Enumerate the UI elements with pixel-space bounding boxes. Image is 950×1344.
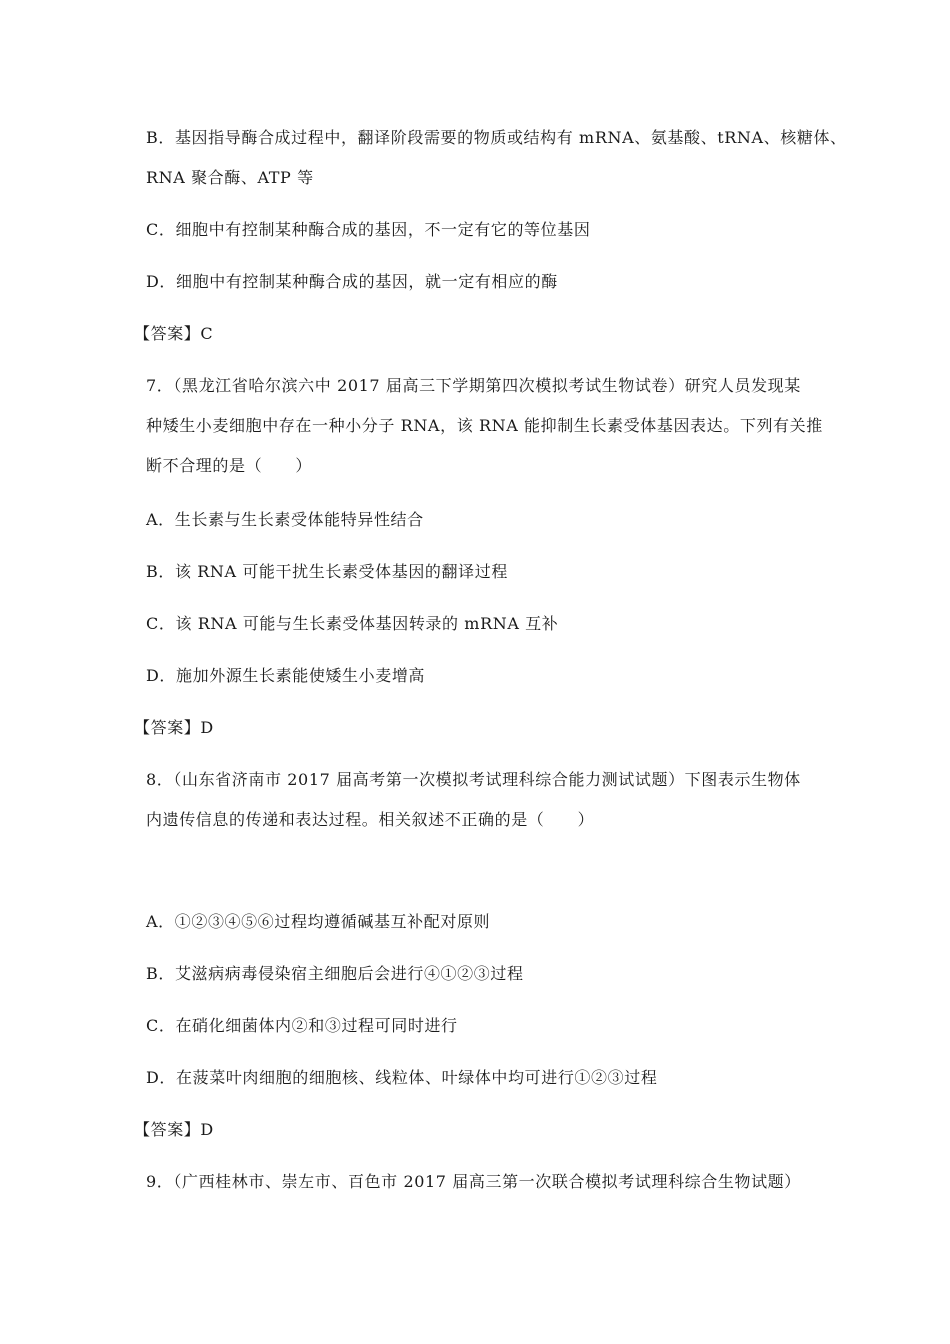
q7-answer: 【答案】D bbox=[134, 718, 214, 737]
q6-answer: 【答案】C bbox=[134, 324, 214, 343]
q8-option-d: D．在菠菜叶肉细胞的细胞核、线粒体、叶绿体中均可进行①②③过程 bbox=[146, 1068, 658, 1087]
q6-option-b-line1: B．基因指导酶合成过程中，翻译阶段需要的物质或结构有 mRNA、氨基酸、tRNA、核糖体、 bbox=[146, 128, 847, 147]
q6-option-c: C．细胞中有控制某种酶合成的基因，不一定有它的等位基因 bbox=[146, 220, 591, 239]
q8-option-b: B．艾滋病病毒侵染宿主细胞后会进行④①②③过程 bbox=[146, 964, 524, 983]
q7-option-c: C．该 RNA 可能与生长素受体基因转录的 mRNA 互补 bbox=[146, 614, 559, 633]
q7-stem-line1: 7．（黑龙江省哈尔滨六中 2017 届高三下学期第四次模拟考试生物试卷）研究人员发现某 bbox=[146, 376, 801, 395]
q7-stem-line3: 断不合理的是（ ） bbox=[146, 456, 313, 475]
q6-option-b-line2: RNA 聚合酶、ATP 等 bbox=[146, 168, 314, 187]
q6-option-d: D．细胞中有控制某种酶合成的基因，就一定有相应的酶 bbox=[146, 272, 558, 291]
q7-option-a: A．生长素与生长素受体能特异性结合 bbox=[146, 510, 424, 529]
q8-answer: 【答案】D bbox=[134, 1120, 214, 1139]
q7-stem-line2: 种矮生小麦细胞中存在一种小分子 RNA，该 RNA 能抑制生长素受体基因表达。下列有关推 bbox=[146, 416, 823, 435]
q8-stem-line1: 8．（山东省济南市 2017 届高考第一次模拟考试理科综合能力测试试题）下图表示生物体 bbox=[146, 770, 801, 789]
q8-option-c: C．在硝化细菌体内②和③过程可同时进行 bbox=[146, 1016, 458, 1035]
q9-stem-line1: 9．（广西桂林市、崇左市、百色市 2017 届高三第一次联合模拟考试理科综合生物试题） bbox=[146, 1172, 801, 1191]
q7-option-b: B．该 RNA 可能干扰生长素受体基因的翻译过程 bbox=[146, 562, 508, 581]
q8-option-a: A．①②③④⑤⑥过程均遵循碱基互补配对原则 bbox=[146, 912, 491, 931]
q7-option-d: D．施加外源生长素能使矮生小麦增高 bbox=[146, 666, 426, 685]
q8-stem-line2: 内遗传信息的传递和表达过程。相关叙述不正确的是（ ） bbox=[146, 810, 595, 829]
